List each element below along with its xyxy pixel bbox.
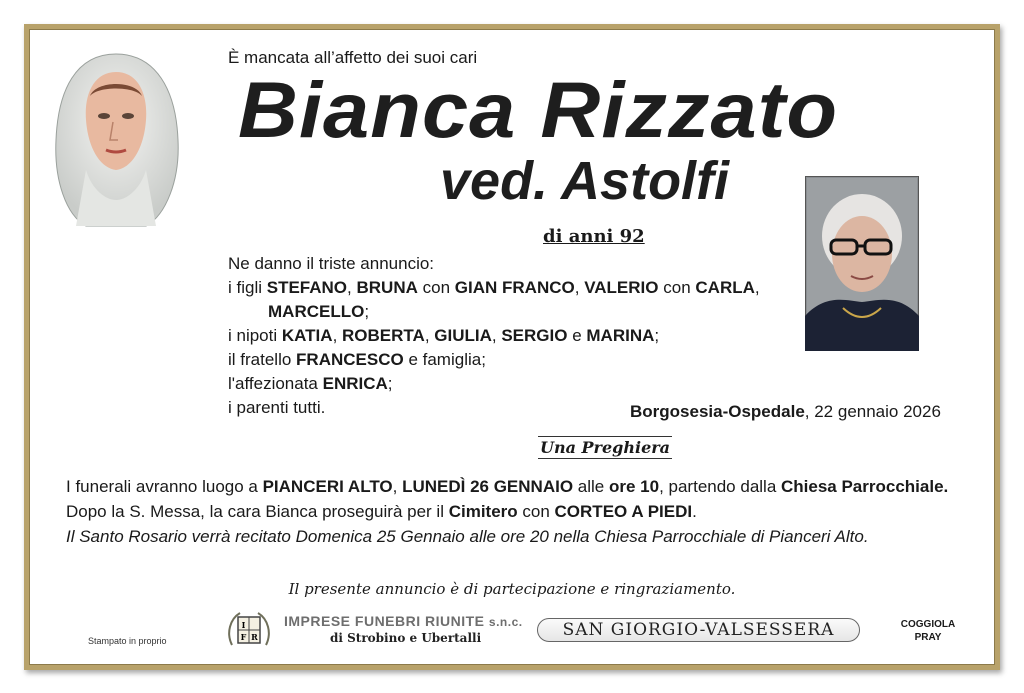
deceased-photo xyxy=(805,176,919,351)
figli-line-cont: MARCELLO; xyxy=(268,302,370,321)
lead-text: È mancata all’affetto dei suoi cari xyxy=(228,48,478,67)
logo-letter: I xyxy=(241,620,246,630)
widow-of: ved. Astolfi xyxy=(440,151,730,211)
announcement-block xyxy=(228,252,760,420)
nipote-name: SERGIO xyxy=(501,326,568,345)
madonna-image xyxy=(46,50,186,228)
figlio-name: CARLA xyxy=(695,278,755,297)
place-date: Borgosesia-Ospedale, 22 gennaio 2026 xyxy=(630,402,941,421)
logo-letter: R xyxy=(251,632,258,642)
nipote-name: ROBERTA xyxy=(342,326,425,345)
deceased-name: Bianca Rizzato xyxy=(238,65,839,154)
rosary-line: Il Santo Rosario verrà recitato Domenica 25 Gennaio alle ore 20 nella Chiesa Parrocchiale di Pianceri Alto. xyxy=(66,527,869,546)
figlio-name: MARCELLO xyxy=(268,302,365,321)
parenti-line: i parenti tutti. xyxy=(228,398,326,417)
figlio-name: BRUNA xyxy=(356,278,418,297)
cemetery-line: Dopo la S. Messa, la cara Bianca proseguirà per il Cimitero con CORTEO A PIEDI. xyxy=(66,502,697,521)
nipote-name: MARINA xyxy=(586,326,655,345)
figlio-name: STEFANO xyxy=(266,278,348,297)
figli-line: i figli STEFANO, BRUNA con GIAN FRANCO, VALERIO con CARLA, xyxy=(228,278,760,297)
participation-notice: Il presente annuncio è di partecipazione e ringraziamento. xyxy=(288,580,736,598)
agency-logo-icon xyxy=(226,609,272,649)
nipote-name: KATIA xyxy=(281,326,333,345)
nipoti-line: i nipoti KATIA, ROBERTA, GIULIA, SERGIO e MARINA; xyxy=(228,326,660,345)
funeral-details xyxy=(66,474,960,549)
figlio-name: GIAN FRANCO xyxy=(454,278,575,297)
nipote-name: GIULIA xyxy=(434,326,492,345)
town-badge: SAN GIORGIO-VALSESSERA xyxy=(537,618,860,642)
funeral-line: I funerali avranno luogo a PIANCERI ALTO, LUNEDÌ 26 GENNAIO alle ore 10, partendo dalla Chiesa Parrocchiale. xyxy=(66,477,949,496)
logo-letter: F xyxy=(240,632,247,642)
age-label: di anni 92 xyxy=(543,226,645,247)
fratello-line: il fratello FRANCESCO e famiglia; xyxy=(228,350,486,369)
agency-name: IMPRESE FUNEBRI RIUNITE s.n.c. xyxy=(284,613,523,629)
towns-list: COGGIOLA PRAY xyxy=(900,619,956,643)
printed-label: Stampato in proprio xyxy=(88,636,167,646)
affezionata-line: l'affezionata ENRICA; xyxy=(228,374,393,393)
agency-owners: di Strobino e Ubertalli xyxy=(330,631,482,645)
prayer-link[interactable]: Una Preghiera xyxy=(540,438,671,457)
announcement-intro: Ne danno il triste annuncio: xyxy=(228,254,435,273)
figlio-name: VALERIO xyxy=(584,278,659,297)
